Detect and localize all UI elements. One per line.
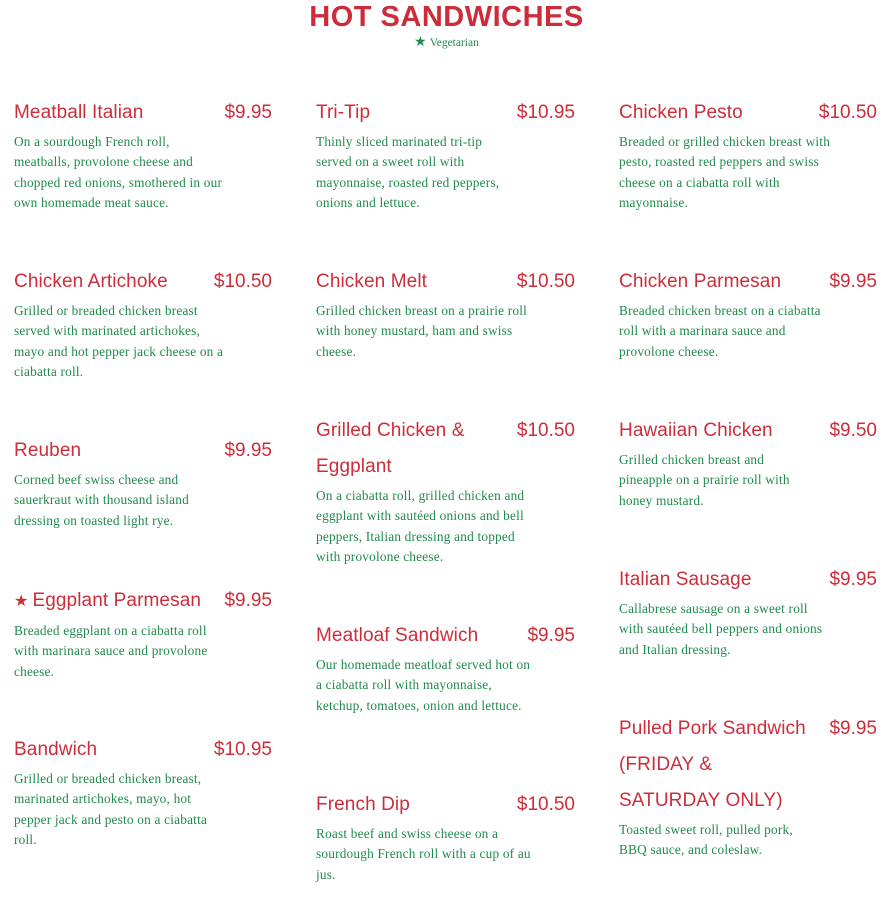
item-description: Grilled or breaded chicken breast served with marinated artichokes, mayo and hot pepper jack cheese on a ciabatta roll. [14,303,224,379]
item-name: Meatloaf Sandwich [316,625,479,646]
item-description: Thinly sliced marinated tri-tip served on a sweet roll with mayonnaise, roasted red peppers, onions and lettuce. [316,134,500,210]
item-description: Grilled chicken breast and pineapple on a prairie roll with honey mustard. [619,452,790,508]
item-price: $10.50 [516,420,575,441]
item-price: $9.95 [527,625,575,646]
menu-item [14,264,272,382]
item-description: Grilled or breaded chicken breast, marinated artichokes, mayo, hot pepper jack and pesto on a ciabatta roll. [14,771,208,847]
menu-item [619,711,877,861]
item-description: Toasted sweet roll, pulled pork, BBQ sauce, and coleslaw. [619,822,793,858]
item-price: $10.50 [213,271,272,292]
vegetarian-legend [0,37,893,49]
item-price: $10.50 [516,794,575,815]
item-name [14,583,201,620]
menu-item [14,95,272,213]
menu-item [316,264,575,362]
item-price: $10.50 [516,271,575,292]
item-price: $9.95 [224,590,272,611]
item-name: Chicken Parmesan [619,271,782,292]
menu-header [0,0,893,49]
vegetarian-legend-label: Vegetarian [429,37,479,49]
menu-item [316,413,575,567]
item-name: Tri-Tip [316,102,371,123]
menu-item [619,95,877,213]
item-name: Chicken Pesto [619,102,743,123]
item-name-text: Eggplant Parmesan [32,590,202,611]
item-description: Roast beef and swiss cheese on a sourdough French roll with a cup of au jus. [316,826,531,882]
star-icon: ★ [14,593,29,610]
star-icon: ★ [414,35,427,50]
item-price: $9.50 [829,420,877,441]
menu-item [619,413,877,511]
item-name: Pulled Pork Sandwich (FRIDAY & SATURDAY ONLY) [619,718,806,811]
item-name: Chicken Melt [316,271,428,292]
item-description: Breaded or grilled chicken breast with pesto, roasted red peppers and swiss cheese on a ciabatta roll with mayonnaise. [619,134,831,210]
item-price: $9.95 [829,569,877,590]
item-name: Italian Sausage [619,569,752,590]
item-price: $9.95 [224,102,272,123]
item-name: French Dip [316,794,410,815]
menu-item [14,732,272,850]
menu-item [316,787,575,885]
item-description: Breaded eggplant on a ciabatta roll with marinara sauce and provolone cheese. [14,623,208,679]
item-name: Bandwich [14,739,98,760]
item-price: $9.95 [829,718,877,739]
item-price: $9.95 [224,440,272,461]
item-name: Grilled Chicken & Eggplant [316,420,465,477]
menu-item [619,264,877,362]
menu-item [619,562,877,660]
item-price: $9.95 [829,271,877,292]
item-description: Grilled chicken breast on a prairie roll with honey mustard, ham and swiss cheese. [316,303,528,359]
item-description: Callabrese sausage on a sweet roll with sautéed bell peppers and onions and Italian dressing. [619,601,823,657]
item-description: On a sourdough French roll, meatballs, provolone cheese and chopped red onions, smothered in our own homemade meat sauce. [14,134,223,210]
item-description: On a ciabatta roll, grilled chicken and eggplant with sautéed onions and bell peppers, Italian dressing and topped with provolone cheese. [316,488,525,564]
menu-item [14,583,272,682]
item-description: Our homemade meatloaf served hot on a ciabatta roll with mayonnaise, ketchup, tomatoes, onion and lettuce. [316,657,531,713]
item-price: $10.95 [516,102,575,123]
item-price: $10.95 [213,739,272,760]
item-name: Meatball Italian [14,102,144,123]
page-title: HOT SANDWICHES [309,1,584,33]
menu-item [316,618,575,716]
item-name: Chicken Artichoke [14,271,168,292]
item-description: Breaded chicken breast on a ciabatta roll with a marinara sauce and provolone cheese. [619,303,821,359]
item-name: Reuben [14,440,82,461]
menu-item [316,95,575,213]
item-name: Hawaiian Chicken [619,420,773,441]
item-description: Corned beef swiss cheese and sauerkraut with thousand island dressing on toasted light rye. [14,472,189,528]
item-price: $10.50 [818,102,877,123]
menu-item [14,433,272,531]
